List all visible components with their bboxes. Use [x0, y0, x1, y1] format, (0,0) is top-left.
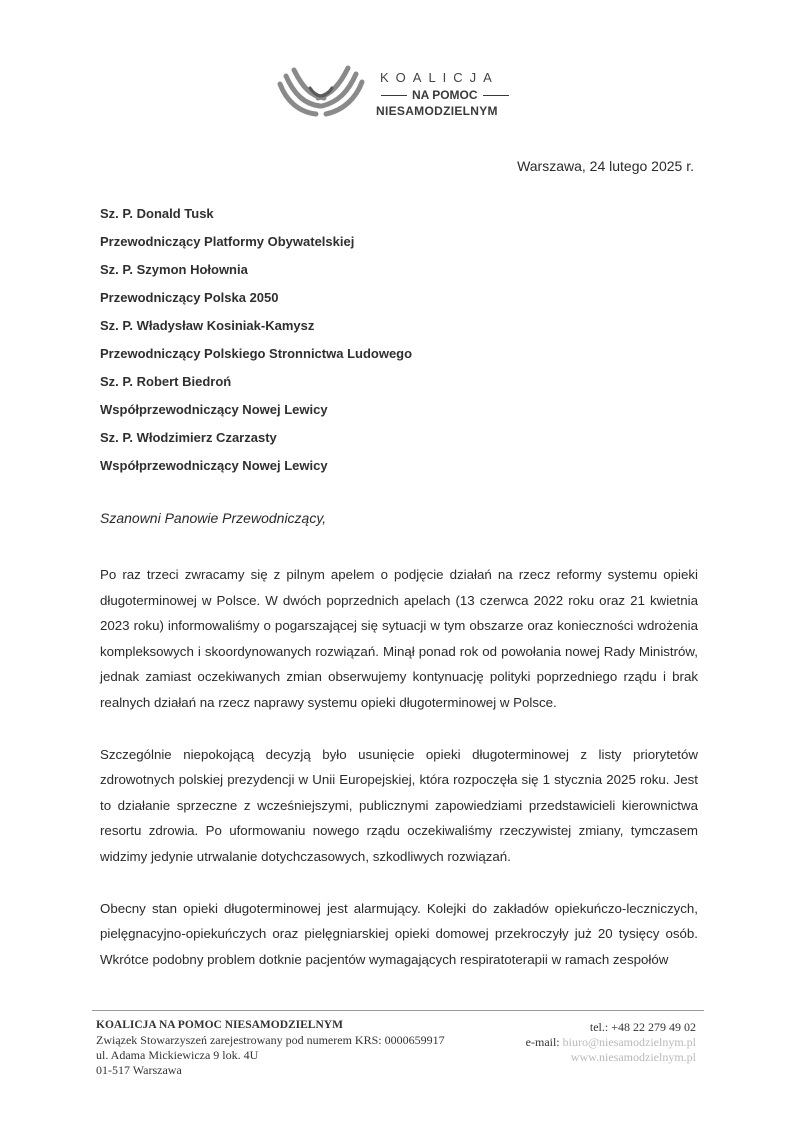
addressee-line: Współprzewodniczący Nowej Lewicy	[100, 458, 328, 473]
logo-line-niesamodzielnym: NIESAMODZIELNYM	[376, 104, 498, 118]
footer-org-name: KOALICJA NA POMOC NIESAMODZIELNYM	[96, 1019, 343, 1031]
hands-logo-icon	[272, 64, 370, 122]
addressee-list	[100, 206, 700, 486]
organization-logo	[272, 64, 532, 126]
addressee-line: Sz. P. Robert Biedroń	[100, 374, 232, 389]
footer-email-link[interactable]: biuro@niesamodzielnym.pl	[562, 1035, 696, 1049]
body-paragraph: Po raz trzeci zwracamy się z pilnym apelem o podjęcie działań na rzecz reformy systemu opieki długoterminowej w Polsce. W dwóch poprzednich apelach (13 czerwca 2022 roku oraz 21 kwietnia 2023 roku) informowaliśmy o pogarszającej się sytuacji w tym obszarze oraz konieczności wdrożenia kompleksowych i skoordynowanych rozwiązań. Minął ponad rok od powołania nowej Rady Ministrów, jednak zamiast oczekiwanych zmian obserwujemy kontynuację polityki poprzedniego rządu i brak realnych działań na rzecz naprawy systemu opieki długoterminowej w Polsce.	[100, 567, 698, 710]
letter-date: Warszawa, 24 lutego 2025 r.	[517, 158, 694, 174]
logo-dash-right	[483, 95, 509, 96]
addressee-line: Przewodniczący Polska 2050	[100, 290, 279, 305]
footer-registration: Związek Stowarzyszeń zarejestrowany pod numerem KRS: 0000659917	[96, 1033, 445, 1047]
footer-address	[96, 1018, 445, 1078]
logo-line-na-pomoc-text: NA POMOC	[412, 88, 478, 102]
letter-body	[100, 562, 698, 998]
footer-city: 01-517 Warszawa	[96, 1063, 182, 1077]
footer-street: ul. Adama Mickiewicza 9 lok. 4U	[96, 1048, 259, 1062]
body-paragraph: Szczególnie niepokojącą decyzją było usunięcie opieki długoterminowej z listy priorytetów zdrowotnych polskiej prezydencji w Unii Europejskiej, która rozpoczęła się 1 stycznia 2025 roku. Jest to działanie sprzeczne z wcześniejszymi, publicznymi zapowiedziami przedstawicieli kierownictwa resortu zdrowia. Po uformowaniu nowego rządu oczekiwaliśmy rzeczywistej zmiany, tymczasem widzimy jedynie utrwalanie dotychczasowych, szkodliwych rozwiązań.	[100, 746, 698, 864]
footer-website-link[interactable]: www.niesamodzielnym.pl	[570, 1050, 696, 1064]
logo-line-na-pomoc	[376, 88, 536, 102]
logo-dash-left	[381, 95, 407, 96]
addressee-line: Współprzewodniczący Nowej Lewicy	[100, 402, 328, 417]
footer-contact	[526, 1020, 696, 1065]
addressee-line: Przewodniczący Polskiego Stronnictwa Ludowego	[100, 346, 413, 361]
addressee-line: Sz. P. Włodzimierz Czarzasty	[100, 430, 277, 445]
body-paragraph: Obecny stan opieki długoterminowej jest alarmujący. Kolejki do zakładów opiekuńczo-leczniczych, pielęgnacyjno-opiekuńczych oraz pielęgniarskiej opieki domowej przekroczyły już 20 tysięcy osób. Wkrótce podobny problem dotknie pacjentów wymagających respiratoterapii w ramach zespołów	[100, 900, 698, 967]
logo-line-koalicja: KOALICJA	[380, 70, 499, 85]
footer-phone: tel.: +48 22 279 49 02	[589, 1020, 696, 1034]
addressee-line: Sz. P. Władysław Kosiniak-Kamysz	[100, 318, 315, 333]
addressee-line: Przewodniczący Platformy Obywatelskiej	[100, 234, 355, 249]
logo-text	[376, 70, 536, 118]
addressee-line: Sz. P. Szymon Hołownia	[100, 262, 248, 277]
addressee-line: Sz. P. Donald Tusk	[100, 206, 214, 221]
footer-divider	[92, 1010, 704, 1011]
footer-email-row	[526, 1035, 696, 1050]
footer-email-label: e-mail:	[525, 1035, 560, 1049]
salutation: Szanowni Panowie Przewodniczący,	[100, 510, 327, 526]
